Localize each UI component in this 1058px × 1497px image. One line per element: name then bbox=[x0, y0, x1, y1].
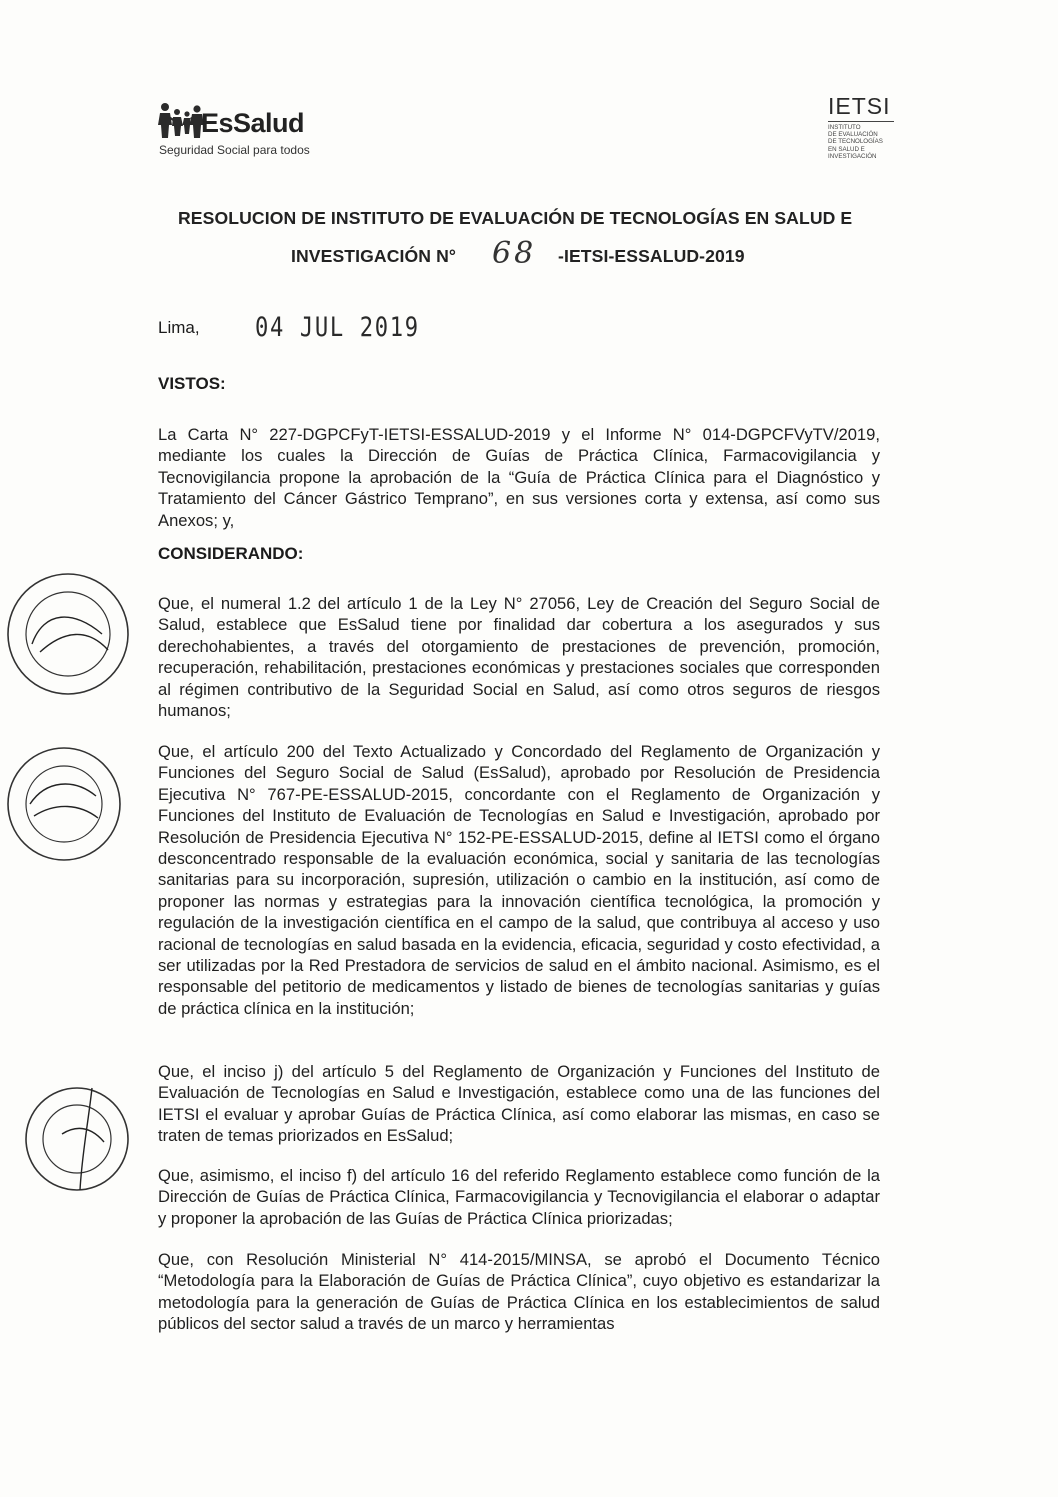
approval-seal-2 bbox=[4, 744, 124, 864]
ietsi-logo bbox=[828, 93, 918, 163]
seal-3-icon bbox=[22, 1084, 132, 1194]
vistos-heading: VISTOS: bbox=[158, 374, 226, 393]
paragraph-5: Que, con Resolución Ministerial N° 414-2015/MINSA, se aprobó el Documento Técnico “Metodología para la Elaboración de Guías de Práctica Clínica”, cuyo objetivo es estandarizar la metodología para la generación de Guías de Práctica Clínica en los establecimientos de salud públicos del sector salud a través de un marco y herramientas bbox=[158, 1250, 880, 1334]
ietsi-sub-1: DE EVALUACIÓN bbox=[828, 131, 878, 139]
ietsi-sub-0: INSTITUTO bbox=[828, 124, 861, 131]
resolution-number: 68 bbox=[492, 236, 537, 271]
ietsi-rule bbox=[828, 121, 894, 122]
essalud-brand: EsSalud bbox=[201, 108, 305, 138]
title-line-2-prefix: INVESTIGACIÓN N° bbox=[291, 246, 457, 266]
seal-2-icon bbox=[4, 744, 124, 864]
paragraph-3: Que, el inciso j) del artículo 5 del Reglamento de Organización y Funciones del Instituto de Evaluación de Tecnologías en Salud e Investigación, establece como una de las funciones del IETSI el evaluar y aprobar Guías de Práctica Clínica, así como elaborar las mismas, en caso se traten de temas priorizados en EsSalud; bbox=[158, 1062, 880, 1146]
ietsi-sub-3: EN SALUD E bbox=[828, 145, 865, 153]
title-line-1: RESOLUCION DE INSTITUTO DE EVALUACIÓN DE TECNOLOGÍAS EN SALUD E bbox=[178, 208, 853, 228]
paragraph-2: Que, el artículo 200 del Texto Actualizado y Concordado del Reglamento de Organización y Funciones del Seguro Social de Salud (EsSalud), aprobado por Resolución de Presidencia Ejecutiva N° 767-PE-ESSALUD-2015, concordante con el Reglamento de Organización y Funciones del Instituto de Evaluación de Tecnologías en Salud e Investigación, aprobado por Resolución de Presidencia Ejecutiva N° 152-PE-ESSALUD-2015, define al IETSI como el órgano desconcentrado responsable de la evaluación económica, social y sanitaria de las tecnologías sanitarias para su incorporación, supresión, utilización o cambio en la institución, así como de proponer las normas y estrategias para la innovación científica tecnológica, la promoción y regulación de la investigación científica en el campo de la salud, que contribuya al acceso y uso racional de tecnologías en salud basada en la evidencia, eficacia, seguridad y costo efectividad, a ser utilizadas por la Red Prestadora de servicios de salud en el ámbito nacional. Asimismo, es el responsable del petitorio de medicamentos y listado de bienes de tecnologías sanitarias y guías de práctica clínica en la institución; bbox=[158, 742, 880, 1018]
vistos-paragraph: La Carta N° 227-DGPCFyT-IETSI-ESSALUD-2019 y el Informe N° 014-DGPCFVyTV/2019, mediante los cuales la Dirección de Guías de Práctica Clínica, Farmacovigilancia y Tecnovigilancia propone la aprobación de la “Guía de Práctica Clínica para el Diagnóstico y Tratamiento del Cáncer Gástrico Temprano”, en sus versiones corta y extensa, así como sus Anexos; y, bbox=[158, 425, 880, 530]
title-line-2-suffix: -IETSI-ESSALUD-2019 bbox=[558, 246, 745, 266]
seal-1-icon bbox=[4, 570, 132, 698]
approval-seal-1 bbox=[4, 570, 132, 698]
paragraph-1: Que, el numeral 1.2 del artículo 1 de la Ley N° 27056, Ley de Creación del Seguro Social de Salud, establece que EsSalud tiene por finalidad dar cobertura a los asegurados y sus derechohabientes, a través del otorgamiento de prestaciones de prevención, promoción, recuperación, rehabilitación, prestaciones económicas y prestaciones sociales que corresponden al régimen contributivo de la Seguridad Social en Salud, así como otros seguros de riesgos humanos; bbox=[158, 594, 880, 721]
considerando-heading: CONSIDERANDO: bbox=[158, 544, 304, 563]
essalud-tagline: Seguridad Social para todos bbox=[159, 143, 310, 157]
ietsi-sub-4: INVESTIGACIÓN bbox=[828, 152, 877, 160]
family-figures-icon bbox=[157, 100, 205, 140]
essalud-logo bbox=[157, 98, 347, 164]
approval-seal-3 bbox=[22, 1084, 132, 1194]
date-stamp: 04 JUL 2019 bbox=[255, 312, 420, 343]
place: Lima, bbox=[158, 318, 200, 337]
ietsi-sub-2: DE TECNOLOGÍAS bbox=[828, 138, 883, 146]
paragraph-4: Que, asimismo, el inciso f) del artículo 16 del referido Reglamento establece como función de la Dirección de Guías de Práctica Clínica, Farmacovigilancia y Tecnovigilancia el elaborar o adaptar y proponer la aprobación de las Guías de Práctica Clínica priorizadas; bbox=[158, 1166, 880, 1228]
ietsi-mark: IETSI bbox=[828, 93, 891, 119]
